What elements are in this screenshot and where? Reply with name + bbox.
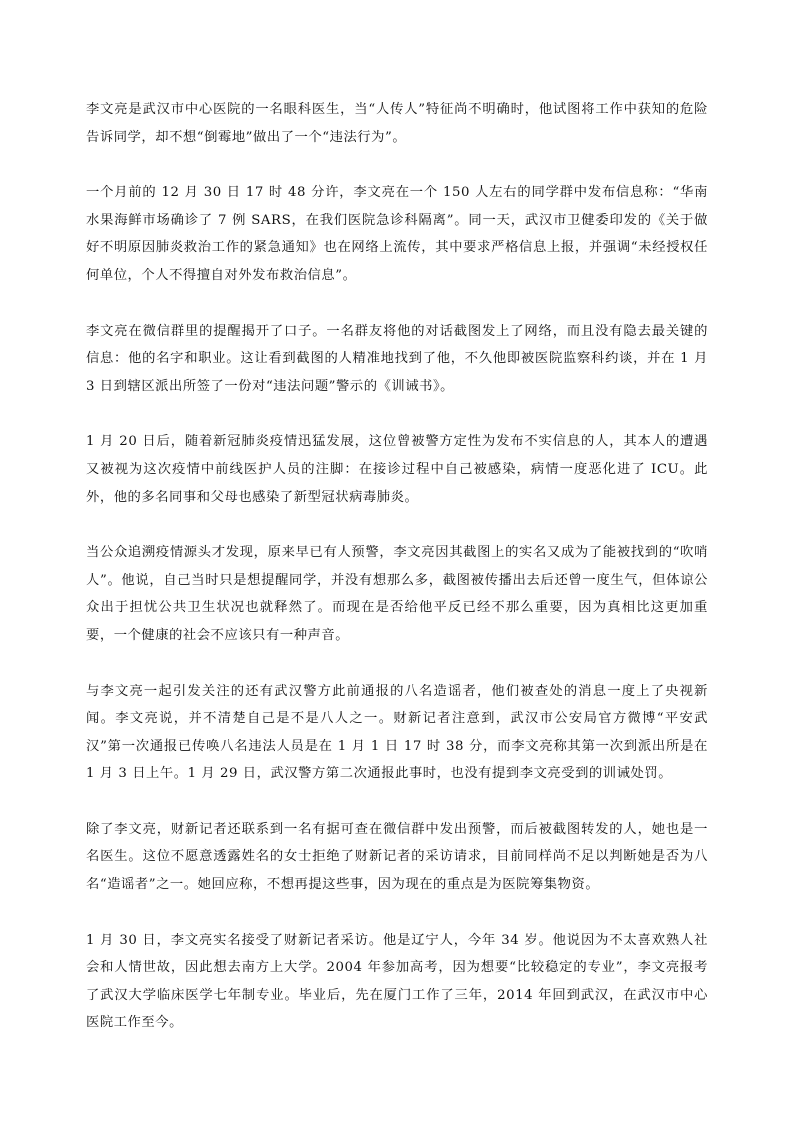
paragraph-8: 1 月 30 日，李文亮实名接受了财新记者采访。他是辽宁人，今年 34 岁。他说因为不太喜欢熟人社会和人情世故，因此想去南方上大学。2004 年参加高考，因为想要“比较稳定的专业”，李文亮报考了武汉大学临床医学七年制专业。毕业后，先在厦门工作了三年，2014 年回到武汉，在武汉市中心医院工作至今。 xyxy=(86,932,708,1031)
paragraph-1: 李文亮是武汉市中心医院的一名眼科医生，当“人传人”特征尚不明确时，他试图将工作中获知的危险告诉同学，却不想“倒霉地”做出了一个“违法行为”。 xyxy=(86,102,708,145)
paragraph-4: 1 月 20 日后，随着新冠肺炎疫情迅猛发展，这位曾被警方定性为发布不实信息的人，其本人的遭遇又被视为这次疫情中前线医护人员的注脚：在接诊过程中自己被感染，病情一度恶化进了 ICU。此外，他的多名同事和父母也感染了新型冠状病毒肺炎。 xyxy=(86,434,708,505)
paragraph-3: 李文亮在微信群里的提醒揭开了口子。一名群友将他的对话截图发上了网络，而且没有隐去最关键的信息：他的名字和职业。这让看到截图的人精准地找到了他，不久他即被医院监察科约谈，并在 1 月 3 日到辖区派出所签了一份对“违法问题”警示的《训诫书》。 xyxy=(86,323,708,394)
paragraph-6: 与李文亮一起引发关注的还有武汉警方此前通报的八名造谣者，他们被查处的消息一度上了央视新闻。李文亮说，并不清楚自己是不是八人之一。财新记者注意到，武汉市公安局官方微博“平安武汉”第一次通报已传唤八名违法人员是在 1 月 1 日 17 时 38 分，而李文亮称其第一次到派出所是在 1 月 3 日上午。1 月 29 日，武汉警方第二次通报此事时，也没有提到李文亮受到的训诫处罚。 xyxy=(86,683,708,782)
paragraph-7: 除了李文亮，财新记者还联系到一名有据可查在微信群中发出预警，而后被截图转发的人，她也是一名医生。这位不愿意透露姓名的女士拒绝了财新记者的采访请求，目前同样尚不足以判断她是否为八名“造谣者”之一。她回应称，不想再提这些事，因为现在的重点是为医院筹集物资。 xyxy=(86,821,708,893)
paragraph-2: 一个月前的 12 月 30 日 17 时 48 分许，李文亮在一个 150 人左右的同学群中发布信息称：“华南水果海鲜市场确诊了 7 例 SARS，在我们医院急诊科隔离”。同一天，武汉市卫健委印发的《关于做好不明原因肺炎救治工作的紧急通知》也在网络上流传，其中要求严格信息上报，并强调“未经授权任何单位，个人不得擅自对外发布救治信息”。 xyxy=(86,185,708,283)
paragraph-5: 当公众追溯疫情源头才发现，原来早已有人预警，李文亮因其截图上的实名又成为了能被找到的“吹哨人”。他说，自己当时只是想提醒同学，并没有想那么多，截图被传播出去后还曾一度生气，但体谅公众出于担忧公共卫生状况也就释然了。而现在是否给他平反已经不那么重要，因为真相比这更加重要，一个健康的社会不应该只有一种声音。 xyxy=(86,545,708,643)
article-body xyxy=(86,96,708,1065)
